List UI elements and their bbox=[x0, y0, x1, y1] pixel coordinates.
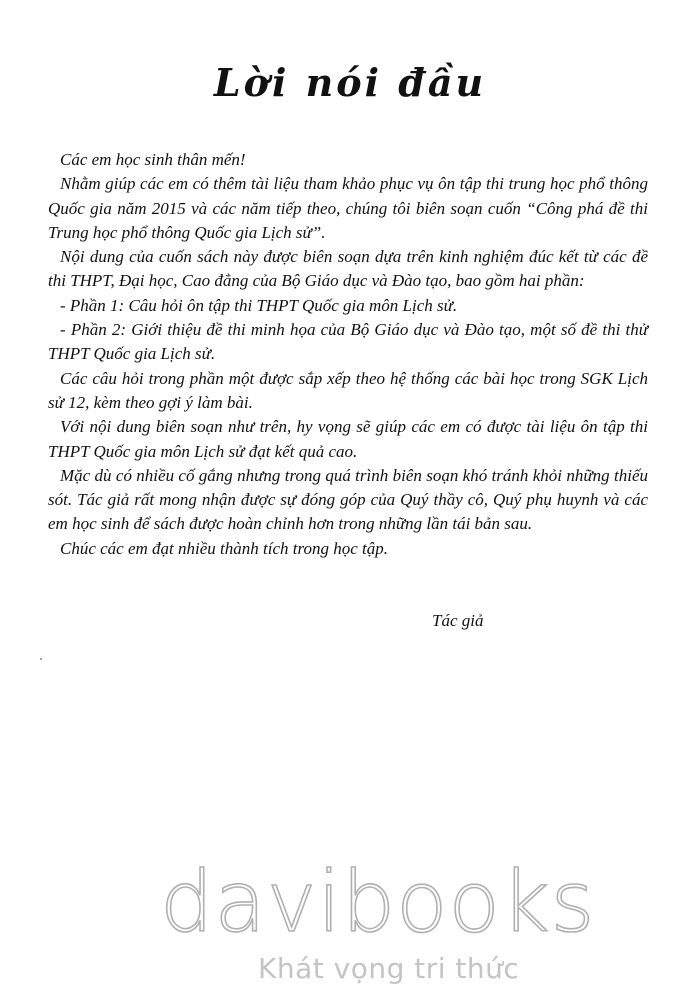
scan-speck bbox=[40, 658, 42, 660]
page-title: Lời nói đầu bbox=[213, 60, 487, 105]
structure-paragraph: Các câu hỏi trong phần một được sắp xếp theo hệ thống các bài học trong SGK Lịch sử 12, kèm theo gợi ý làm bài. bbox=[48, 368, 648, 412]
purpose-paragraph: Nhằm giúp các em có thêm tài liệu tham khảo phục vụ ôn tập thi trung học phổ thông Quốc gia năm 2015 và các năm tiếp theo, chúng tôi biên soạn cuốn “Công phá đề thi Trung học phổ thông Quốc gia Lịch sử”. bbox=[48, 174, 648, 242]
part-one-item: - Phần 1: Câu hỏi ôn tập thi THPT Quốc gia môn Lịch sử. bbox=[60, 295, 458, 315]
hope-paragraph: Với nội dung biên soạn như trên, hy vọng sẽ giúp các em có được tài liệu ôn tập thi THPT Quốc gia môn Lịch sử đạt kết quả cao. bbox=[48, 417, 648, 461]
greeting-paragraph: Các em học sinh thân mến! bbox=[60, 150, 246, 169]
feedback-paragraph: Mặc dù có nhiều cố gắng nhưng trong quá trình biên soạn khó tránh khỏi những thiếu sót. Tác giả rất mong nhận được sự đóng góp của Quý thầy cô, Quý phụ huynh và các em học sinh để sách được hoàn chỉnh hơn trong những lần tái bản sau. bbox=[48, 465, 648, 534]
author-signature: Tác giả bbox=[432, 611, 484, 630]
watermark-brand: davibooks bbox=[160, 853, 596, 951]
closing-paragraph: Chúc các em đạt nhiều thành tích trong học tập. bbox=[60, 538, 388, 558]
watermark-tagline: Khát vọng tri thức bbox=[258, 952, 520, 985]
preface-body bbox=[48, 148, 648, 561]
content-paragraph: Nội dung của cuốn sách này được biên soạn dựa trên kinh nghiệm đúc kết từ các đề thi THPT, Đại học, Cao đẳng của Bộ Giáo dục và Đào tạo, bao gồm hai phần: bbox=[48, 247, 648, 291]
part-two-item: - Phần 2: Giới thiệu đề thi minh họa của Bộ Giáo dục và Đào tạo, một số đề thi thử THPT Quốc gia Lịch sử. bbox=[48, 320, 648, 364]
